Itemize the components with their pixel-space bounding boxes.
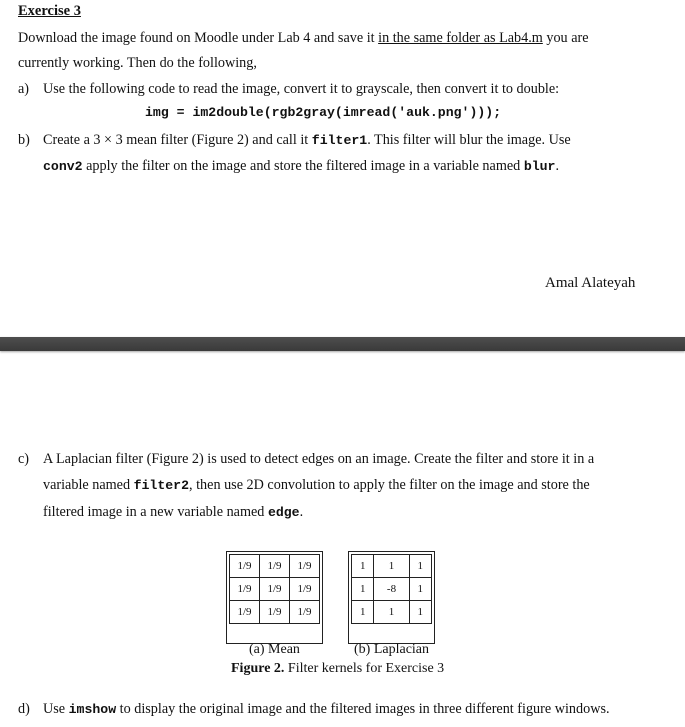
part-d-text-1: Use (43, 701, 69, 717)
exercise-heading: Exercise 3 (18, 3, 81, 19)
part-c-line-2 (43, 476, 590, 495)
part-b-line-2 (43, 157, 559, 176)
intro-line-2: currently working. Then do the following, (18, 55, 257, 71)
part-c-line-3 (43, 503, 303, 522)
part-b-marker: b) (18, 132, 30, 148)
code-filter2: filter2 (133, 478, 190, 493)
laplacian-kernel-cell: 1 (374, 601, 409, 624)
author-name: Amal Alateyah (545, 275, 636, 291)
mean-kernel-row (230, 578, 320, 601)
laplacian-kernel-table (351, 554, 432, 624)
laplacian-kernel-cell: 1 (409, 578, 431, 601)
laplacian-kernel-row (352, 555, 432, 578)
part-a-code: img = im2double(rgb2gray(imread('auk.png'))); (145, 105, 502, 120)
part-d-line (43, 700, 610, 719)
part-a-text: Use the following code to read the image, convert it to grayscale, then convert it to double: (43, 81, 560, 97)
code-filter1: filter1 (311, 133, 368, 148)
mean-kernel-cell: 1/9 (260, 555, 290, 578)
part-d-text-2: to display the original image and the filtered images in three different figure windows. (116, 701, 610, 717)
part-c-text-2: , then use 2D convolution to apply the filter on the image and store the (189, 477, 590, 493)
mean-kernel-row (230, 555, 320, 578)
part-b-text-2: . This filter will blur the image. Use (367, 132, 571, 148)
caption-laplacian: (b) Laplacian (354, 642, 430, 657)
laplacian-kernel-cell: 1 (409, 601, 431, 624)
part-c-marker: c) (18, 451, 30, 467)
part-b-text-1: Create a 3 × 3 mean filter (Figure 2) and call it (43, 132, 312, 148)
mean-kernel-cell: 1/9 (290, 578, 320, 601)
laplacian-kernel-cell: -8 (374, 578, 409, 601)
laplacian-kernel-cell: 1 (352, 555, 374, 578)
code-edge: edge (267, 505, 300, 520)
code-conv2: conv2 (43, 159, 83, 174)
part-c-text-3: filtered image in a new variable named (43, 504, 268, 520)
part-a-marker: a) (18, 81, 30, 97)
mean-kernel-cell: 1/9 (230, 601, 260, 624)
part-b-text-3: apply the filter on the image and store the filtered image in a variable named (82, 158, 524, 174)
part-b-line-1 (43, 131, 571, 150)
laplacian-kernel-cell: 1 (352, 578, 374, 601)
mean-kernel-table (229, 554, 320, 624)
figure-caption-label: Figure 2. (231, 661, 285, 676)
mean-kernel-row (230, 601, 320, 624)
part-c-line-1: A Laplacian filter (Figure 2) is used to detect edges on an image. Create the filter and store it in a (43, 451, 595, 467)
intro-text-pre: Download the image found on Moodle under Lab 4 and save it (18, 30, 379, 46)
mean-kernel-cell: 1/9 (290, 555, 320, 578)
intro-line-1 (18, 29, 589, 47)
mean-kernel-cell: 1/9 (260, 578, 290, 601)
mean-kernel-cell: 1/9 (260, 601, 290, 624)
part-d-marker: d) (18, 701, 30, 717)
mean-kernel-cell: 1/9 (230, 578, 260, 601)
laplacian-kernel-row (352, 578, 432, 601)
intro-text-post: you are (542, 30, 589, 46)
page-separator (0, 337, 685, 351)
part-c-text-1: variable named (43, 477, 134, 493)
code-blur: blur (523, 159, 556, 174)
mean-kernel-cell: 1/9 (290, 601, 320, 624)
figure-caption (231, 660, 444, 678)
laplacian-kernel-cell: 1 (352, 601, 374, 624)
caption-mean: (a) Mean (249, 642, 300, 657)
laplacian-kernel-row (352, 601, 432, 624)
intro-link-folder: in the same folder as Lab4.m (378, 30, 543, 46)
part-c-text-4: . (299, 504, 304, 520)
mean-kernel-cell: 1/9 (230, 555, 260, 578)
figure-caption-text: Filter kernels for Exercise 3 (284, 661, 445, 676)
code-imshow: imshow (68, 702, 117, 717)
part-b-text-4: . (555, 158, 560, 174)
laplacian-kernel-cell: 1 (374, 555, 409, 578)
laplacian-kernel-cell: 1 (409, 555, 431, 578)
